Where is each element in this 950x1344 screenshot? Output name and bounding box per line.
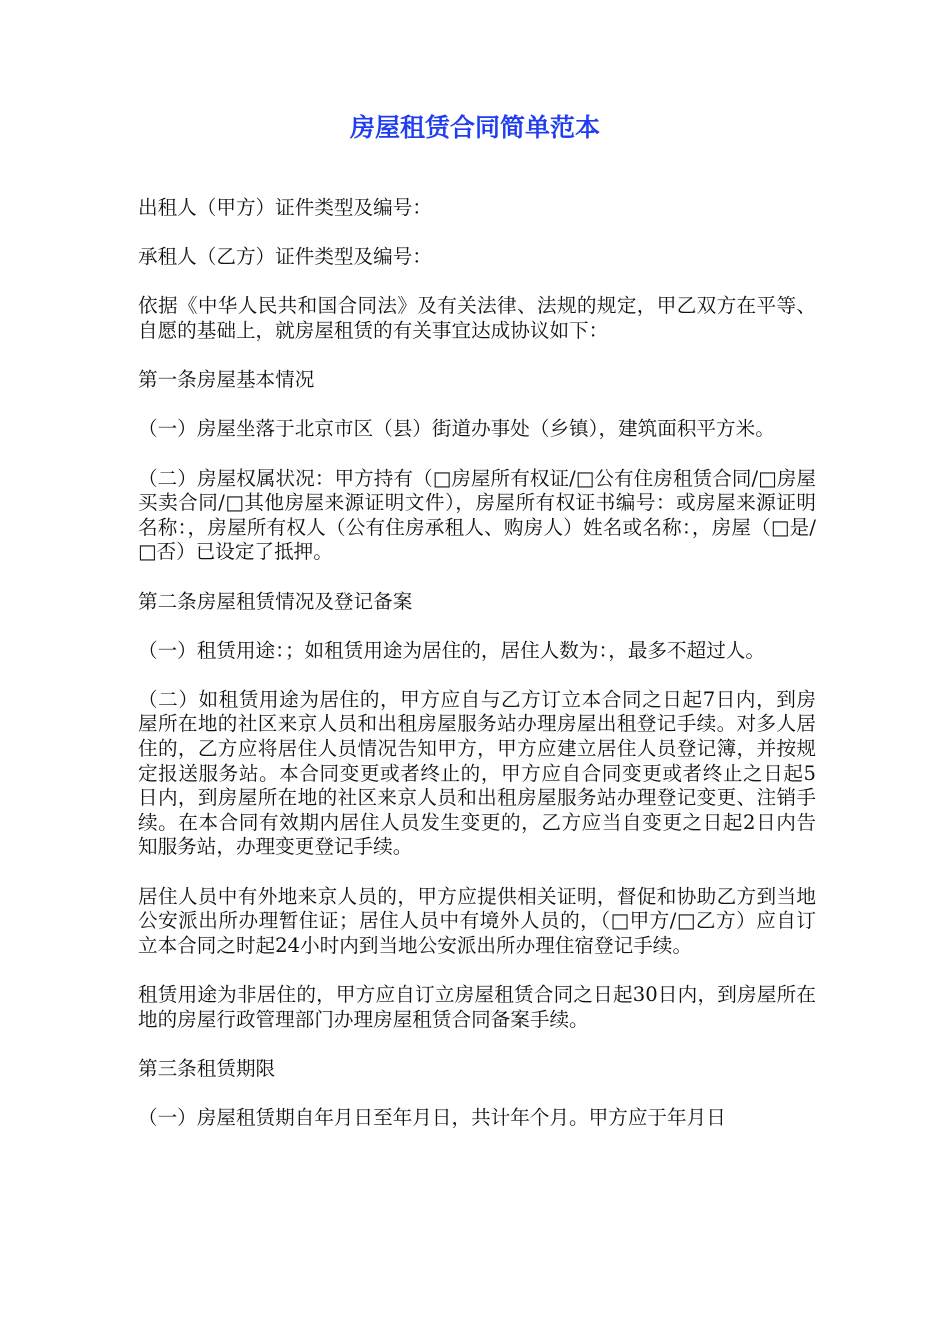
preamble-paragraph: 依据《中华人民共和国合同法》及有关法律、法规的规定，甲乙双方在平等、自愿的基础上，就房屋租赁的有关事宜达成协议如下： — [138, 294, 816, 342]
lessor-id-line: 出租人（甲方）证件类型及编号： — [138, 196, 432, 219]
article-3-heading: 第三条租赁期限 — [138, 1056, 276, 1080]
document-body — [138, 196, 816, 1155]
article-2-heading: 第二条房屋租赁情况及登记备案 — [138, 589, 413, 613]
document-title: 房屋租赁合同简单范本 — [349, 113, 600, 142]
article-2-non-residential-paragraph: 租赁用途为非居住的，甲方应自订立房屋租赁合同之日起30日内，到房屋所在地的房屋行政管理部门办理房屋租赁合同备案手续。 — [138, 983, 816, 1031]
article-2-clause-1: （一）租赁用途：；如租赁用途为居住的，居住人数为：，最多不超过人。 — [138, 638, 765, 662]
article-1-heading: 第一条房屋基本情况 — [138, 368, 315, 392]
article-3-clause-1: （一）房屋租赁期自年月日至年月日，共计年个月。甲方应于年月日 — [138, 1105, 726, 1129]
article-2-residents-paragraph: 居住人员中有外地来京人员的，甲方应提供相关证明，督促和协助乙方到当地公安派出所办理暂住证；居住人员中有境外人员的，（□甲方/□乙方）应自订立本合同之时起24小时内到当地公安派出所办理住宿登记手续。 — [138, 884, 816, 957]
article-1-clause-2: （二）房屋权属状况：甲方持有（□房屋所有权证/□公有住房租赁合同/□房屋买卖合同/□其他房屋来源证明文件），房屋所有权证书编号：或房屋来源证明名称：，房屋所有权人（公有住房承租人、购房人）姓名或名称：，房屋（□是/□否）已设定了抵押。 — [138, 466, 816, 564]
article-2-clause-2: （二）如租赁用途为居住的，甲方应自与乙方订立本合同之日起7日内，到房屋所在地的社区来京人员和出租房屋服务站办理房屋出租登记手续。对多人居住的，乙方应将居住人员情况告知甲方，甲方应建立居住人员登记簿，并按规定报送服务站。本合同变更或者终止的，甲方应自合同变更或者终止之日起5日内，到房屋所在地的社区来京人员和出租房屋服务站办理登记变更、注销手续。在本合同有效期内居住人员发生变更的，乙方应当自变更之日起2日内告知服务站，办理变更登记手续。 — [138, 687, 816, 859]
article-1-clause-1: （一）房屋坐落于北京市区（县）街道办事处（乡镇），建筑面积平方米。 — [138, 417, 775, 441]
lessee-id-line: 承租人（乙方）证件类型及编号： — [138, 245, 432, 269]
